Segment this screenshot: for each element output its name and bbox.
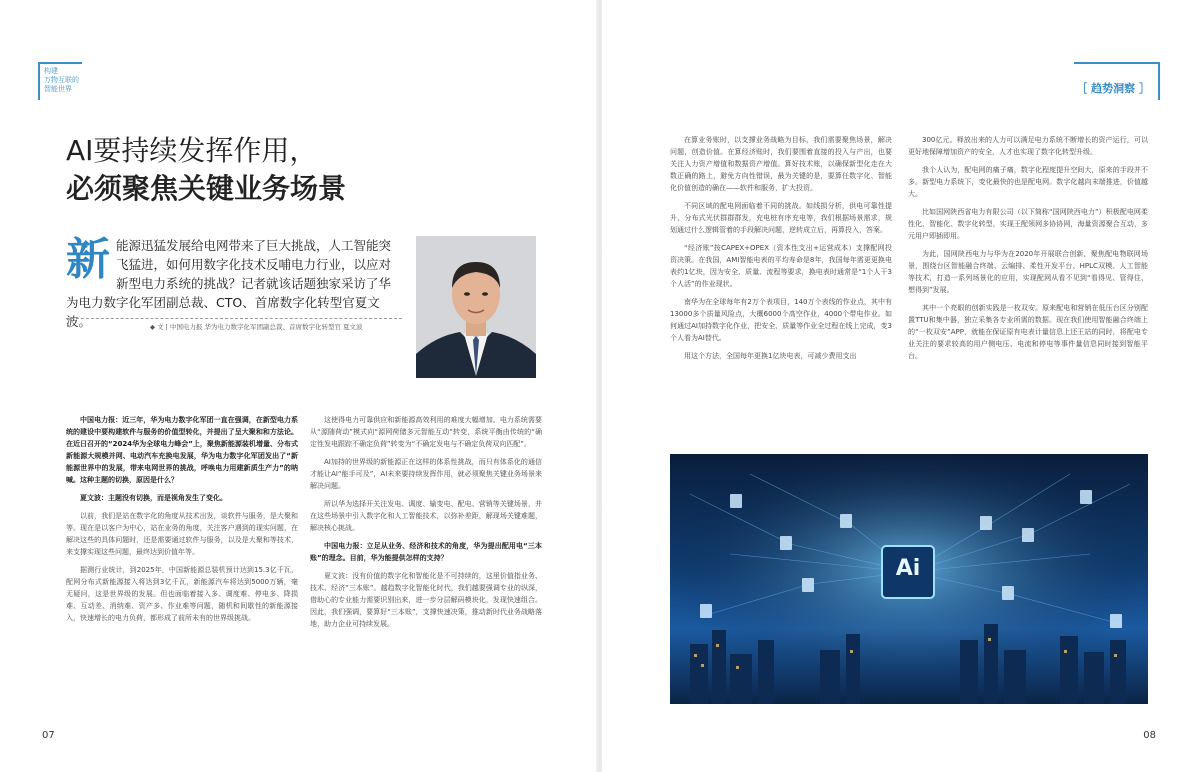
corner-tag-line: 构建 [44,67,58,75]
corner-tag-line: 智能世界 [44,85,72,93]
question-paragraph: 中国电力报：近三年，华为电力数字化军团一直在强调，在新型电力系统的建设中要构建软件与服务的价值型转化，并提出了呈大聚和和方法论。在近日召开的“2024华为全球电力峰会”上，聚焦新能源装机增量、分布式新能源大规模并网、电动汽车充换电发展，华为电力数字化军团发出了“新能源世界中的发展，带来电网世界的挑战，呼唤电力用建新质生产力”的呐喊。这种主题的切换，原因是什么？ [66,416,298,484]
title-line-2: 必须聚焦关键业务场景 [66,172,347,205]
body-paragraph: 我个人认为，配电网的痛子痛，数字化程度提升空间大，原来的手段并不多。新型电力系统下，变化最快的也是配电网。数字化越向末端推进，价值越大。 [908,166,1148,198]
body-column-2 [310,414,542,636]
corner-tag-line: 万物互联的 [44,76,79,84]
question-paragraph: 中国电力报：立足从业务、经济和技术的角度，华为提出配用电“三本账”的理念。目前，华为能提供怎样的支持？ [310,542,542,562]
page-number-left: 07 [42,730,55,741]
title-line-1: AI要持续发挥作用， [66,134,318,167]
answer-paragraph: 夏文波：主题没有切换，而是视角发生了变化。 [80,494,227,502]
body-paragraph: AI加持的世界级的新能源正在这样的体系性挑战，而只有体系化的通信才能让AI“能手可及”，AI未来要持续发挥作用，就必须聚焦关键业务场景来解决问题。 [310,458,542,490]
section-tag-label: ［ 趋势洞察 ］ [1076,82,1150,95]
body-paragraph: 用这个方法，全国每年更换1亿块电表，可减少费用支出 [684,352,857,360]
body-column-3 [670,134,892,368]
lead-paragraph [66,236,402,331]
series-corner-tag [38,62,82,100]
section-tag [1074,62,1160,100]
article-title [66,132,346,208]
body-column-4 [908,134,1148,368]
body-paragraph: 300亿元。释放出来的人力可以满足电力系统不断增长的资产运行，可以更好地保障增加资产的安全，人才也实现了数字化转型升级。 [908,136,1148,156]
interviewee-photo [416,236,536,378]
body-paragraph: 不同区域的配电网面临着不同的挑战。如线损分析，供电可靠性提升，分布式光伏群群群发，充电桩有序充电等，我们根据场景需求，规划通过什么逻辑管着的手段解决问题，逆转成立后，再算投入，答案。 [670,202,892,234]
drop-cap: 新 [66,234,110,285]
body-paragraph: 南华为在全球每年有2万个表项目，140万个表线的作业点，其中有13000多个质量风险点，大概6000个高空作业，4000个带电作业。如何通过AI加持数字化作业，把安全、质量等作业全过程在线上完成，变3个人看为AI替代。 [670,298,892,342]
byline: ◆ 文 | 中国电力报 华为电力数字化军团副总裁、首席数字化转型官 夏文波 [150,323,363,331]
body-paragraph: 为此，国网陕西电力与华为在2020年开展联合创新，聚焦配电物联网场景，围绕台区智能融合终端、云编排、柔性开发平台、HPLC双模、人工智能等技术，打造一系列场景化的应用，实现配网从看不见到“看得见、管得住、想得到”发展。 [908,250,1148,294]
left-page [0,0,598,772]
body-paragraph: “经济账”按CAPEX+OPEX（资本性支出+运营成本）支撑配网投资决策。在我国，AMI智能电表的平均寿命是8年，我国每年需更更换电表约1亿块，因为安全、质量、流程等要求，换电表时通常是“1个人干3个人活”的作业现状。 [670,244,892,288]
body-paragraph: 以前，我们是站在数字化的角度从技术出发，谈软件与服务，是大聚和等。现在是以客户为中心，站在业务的角度，关注客户遇到的现实问题，在解决这些的具体问题时，还是需要通过软件与服务，以及是大聚和等技术，来支撑实现这些问题，最终达到价值年等。 [66,512,298,556]
portrait-illustration [416,236,536,378]
body-paragraph: 其中一个亮眼的创新实践是一枚双安。原来配电和营销在低压台区分别配置TTU和集中器，独立采集各专业所需的数据。现在我们使用智能融合终端上的“一枚双安”APP，就能在保证原有电表计量信息上还王站的同时，将配电专业关注的要求较高的用户侧电压、电流和停电等事件量信息同时接到智能平台。 [908,304,1148,360]
byline-divider [66,318,402,319]
ai-city-illustration [670,454,1148,704]
body-column-1 [66,414,298,630]
body-paragraph: 据测行业统计，到2025年，中国新能源总装机预计达到15.3亿千瓦，配网分布式新能源接入将达到3亿千瓦，新能源汽车将达到5000万辆，毫无疑问，这是世界级的发展。但也面临着接入多、调度难、停电多、降损难、互动差、消纳难、资产多、作业难等问题，随机和间歇性的新能源接入，快速增长的电力负荷，都形成了前所未有的世界级挑战。 [66,566,298,622]
body-paragraph: 这使得电力可靠供应和新能源高效利用的难度大幅增加。电力系统需要从“源随荷动”模式向“源网荷储多元智能互动”转变，系统平衡由传统的“确定性发电跟踪不确定负荷”转变为“不确定发电与不确定负荷双向匹配”。 [310,416,542,448]
body-paragraph: 在算业务账时，以支撑业务战略为目标，我们需要聚焦场景，解决问题，创造价值。在算经济账时，我们要围着直接的投入与产出，也要关注人力资产增值和数据资产增值。算好技术账，以确保新型化走在大数正确的路上，避免方向性错误，最为关键的是，要算任数字化、智能化价值创造的确在——软件和服务，扩大投资。 [670,136,892,192]
body-paragraph: 所以华为选择开关注发电、调度、输变电、配电、营销等关键场景，并在这些场景中引入数字化和人工智能技术，以弥补差距，解现场关键难题，解决核心挑战。 [310,500,542,532]
body-paragraph: 比如国网陕西省电力有限公司（以下简称“国网陕西电力”）积极配电网柔性化、智能化、数字化转型，实现王配领网多协协网，海量资源聚合互动，多元用户即插即用。 [908,208,1148,240]
page-number-right: 08 [1143,730,1156,741]
body-paragraph: 夏文波：没有价值的数字化和智能化是不可持续的，这里价值指业务、技术、经济“三本账”。越趋数字化智能化时代，我们越要强调专业的纵深，借助心的专业能力需要识别出来，进一步分层解码模块化，发现快速组合。因此，我们强调，要算好“三本账”，支撑快速决策，推动新时代业务战略落地，助力企业可持续发展。 [310,572,542,628]
lead-text: 能源迅猛发展给电网带来了巨大挑战，人工智能突飞猛进，如何用数字化技术反哺电力行业，以应对新型电力系统的挑战？记者就该话题独家采访了华为电力数字化军团副总裁、CTO、首席数字化转型官夏文波。 [66,238,392,329]
ai-badge-label: Ai [895,556,921,581]
